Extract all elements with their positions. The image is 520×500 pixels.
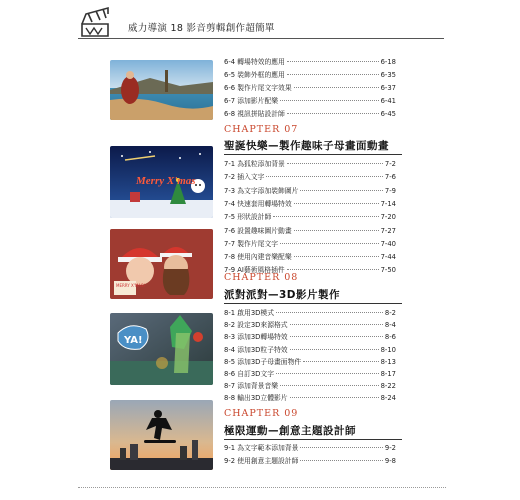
toc-entry[interactable] (224, 56, 396, 68)
toc-entry-page: 8-22 (380, 382, 396, 391)
toc-leader-dots (280, 100, 379, 101)
toc-entry-page: 9-8 (384, 456, 396, 465)
toc-entry-page: 6-35 (380, 71, 396, 79)
toc-entry-label: 8-6 自訂3D文字 (224, 370, 275, 378)
3d-party-thumbnail (110, 313, 213, 385)
toc-leader-dots (290, 397, 379, 398)
toc-entry-page: 7-6 (384, 173, 396, 182)
toc-entry[interactable] (224, 185, 396, 197)
toc-leader-dots (273, 216, 378, 217)
toc-entry[interactable] (224, 238, 396, 250)
toc-leader-dots (287, 269, 379, 270)
toc-entry-page: 8-24 (380, 394, 396, 403)
toc-leader-dots (287, 163, 383, 164)
toc-leader-dots (276, 373, 379, 374)
toc-entry-label: 7-8 使用內建音樂配樂 (224, 253, 292, 262)
toc-entry-label: 8-3 添加3D轉場特效 (224, 333, 288, 342)
toc-entry-page: 7-14 (380, 199, 396, 208)
toc-entry-label: 8-2 設定3D來源格式 (224, 321, 288, 330)
toc-entry-label: 7-7 製作片尾文字 (224, 239, 279, 248)
toc-entry[interactable] (224, 251, 396, 263)
toc-entry-label: 8-8 輸出3D立體影片 (224, 394, 288, 403)
toc-entry-page: 8-10 (380, 345, 396, 354)
book-title: 威力導演 18 影音剪輯創作超簡單 (128, 23, 275, 34)
toc-entry-label: 6-4 轉場特效的應用 (224, 58, 285, 66)
toc-leader-dots (294, 87, 379, 88)
toc-entry-label: 7-2 插入文字 (224, 173, 265, 182)
toc-entry[interactable] (224, 211, 396, 223)
toc-entry[interactable] (224, 171, 396, 183)
toc-entry-page: 8-6 (384, 333, 396, 342)
chapter-title: 聖誕快樂—製作趣味子母畫面動畫 (224, 140, 389, 152)
toc-entry-label: 8-1 啟用3D模式 (224, 309, 275, 317)
chapter-divider (224, 439, 402, 440)
toc-leader-dots (294, 203, 379, 204)
beach-thumbnail (110, 60, 213, 120)
toc-entry-page: 7-2 (384, 160, 396, 168)
toc-entry-label: 6-8 視訊拼貼設計師 (224, 110, 285, 118)
toc-leader-dots (303, 361, 378, 362)
toc-entry[interactable] (224, 392, 396, 404)
toc-entry-page: 8-13 (380, 357, 396, 366)
toc-entry[interactable] (224, 198, 396, 210)
toc-entry-page: 6-41 (380, 97, 396, 105)
chapter-label: CHAPTER 09 (224, 408, 299, 419)
chapter-title: 極限運動—創意主題設計師 (224, 425, 356, 437)
merry-xmas-badge: MERRY X'MAS! (116, 283, 146, 288)
toc-entry-page: 7-20 (380, 213, 396, 222)
toc-entry-label: 6-7 添加影片配樂 (224, 97, 279, 105)
toc-leader-dots (287, 61, 379, 62)
merry-xmas-text: Merry X'mas (136, 175, 196, 187)
toc-entry-page: 7-50 (380, 266, 396, 275)
toc-entry[interactable] (224, 95, 396, 107)
toc-entry-page: 7-27 (380, 226, 396, 235)
toc-leader-dots (276, 312, 383, 313)
toc-entry-page: 6-45 (380, 110, 396, 118)
toc-entry-label: 7-9 AI藝術風格插件 (224, 266, 285, 275)
toc-entry-page: 9-2 (384, 444, 396, 452)
extreme-sports-thumbnail (110, 400, 213, 470)
toc-entry[interactable] (224, 108, 396, 120)
toc-entry[interactable] (224, 307, 396, 319)
yal-text: YA! (124, 335, 143, 346)
toc-entry-page: 8-17 (380, 370, 396, 378)
chapter-title: 派對派對—3D影片製作 (224, 289, 341, 301)
christmas-portrait-thumbnail (110, 229, 213, 299)
chapter-divider (224, 154, 402, 155)
toc-leader-dots (290, 336, 383, 337)
toc-entry[interactable] (224, 225, 396, 237)
toc-leader-dots (287, 113, 379, 114)
toc-leader-dots (294, 230, 379, 231)
toc-entry-label: 8-7 添加背景音樂 (224, 382, 279, 391)
toc-entry-label: 7-6 設置趣味圖片動畫 (224, 226, 292, 235)
toc-leader-dots (287, 74, 379, 75)
christmas-thumbnail (110, 146, 213, 218)
chapter-label: CHAPTER 07 (224, 124, 299, 135)
toc-entry-page: 7-44 (380, 253, 396, 262)
toc-entry-page: 6-37 (380, 84, 396, 92)
toc-entry[interactable] (224, 356, 396, 368)
toc-leader-dots (294, 256, 379, 257)
clapperboard-logo-icon (78, 6, 114, 38)
toc-entry-page: 6-18 (380, 58, 396, 66)
toc-entry-label: 9-1 為文字範本添加背景 (224, 444, 299, 452)
toc-leader-dots (300, 190, 382, 191)
toc-entry-label: 9-2 使用創意主題設計師 (224, 456, 299, 465)
toc-entry[interactable] (224, 380, 396, 392)
toc-leader-dots (266, 176, 382, 177)
toc-entry[interactable] (224, 442, 396, 454)
toc-leader-dots (290, 324, 383, 325)
toc-entry-page: 8-2 (384, 309, 396, 317)
footer-dotted-rule (78, 487, 446, 488)
toc-entry-label: 6-6 製作片尾文字效果 (224, 84, 292, 92)
toc-entry-label: 7-3 為文字添加裝飾圖片 (224, 186, 299, 195)
toc-entry-page: 7-40 (380, 239, 396, 248)
chapter-divider (224, 303, 402, 304)
toc-entry[interactable] (224, 69, 396, 81)
header-divider (78, 38, 444, 39)
toc-entry-label: 7-4 快速套用轉場特效 (224, 199, 292, 208)
toc-leader-dots (300, 460, 382, 461)
toc-entry[interactable] (224, 368, 396, 380)
toc-entry-label: 7-1 為狐粒添加背景 (224, 160, 285, 168)
toc-entry[interactable] (224, 455, 396, 467)
page-header (0, 0, 520, 40)
toc-leader-dots (300, 447, 382, 448)
toc-entry-page: 8-4 (384, 321, 396, 330)
toc-entry-label: 8-5 添加3D子母畫面物件 (224, 357, 302, 366)
toc-entry-page: 7-9 (384, 186, 396, 195)
toc-entry-label: 6-5 裝飾外框的應用 (224, 71, 285, 79)
toc-entry[interactable] (224, 344, 396, 356)
chapter-label: CHAPTER 08 (224, 272, 299, 283)
toc-entry-label: 8-4 添加3D粒子特效 (224, 345, 288, 354)
toc-leader-dots (280, 243, 379, 244)
toc-entry[interactable] (224, 331, 396, 343)
toc-entry-label: 7-5 形狀設計師 (224, 213, 272, 222)
toc-entry[interactable] (224, 158, 396, 170)
toc-entry[interactable] (224, 319, 396, 331)
toc-leader-dots (290, 349, 379, 350)
toc-entry[interactable] (224, 82, 396, 94)
toc-leader-dots (280, 385, 379, 386)
